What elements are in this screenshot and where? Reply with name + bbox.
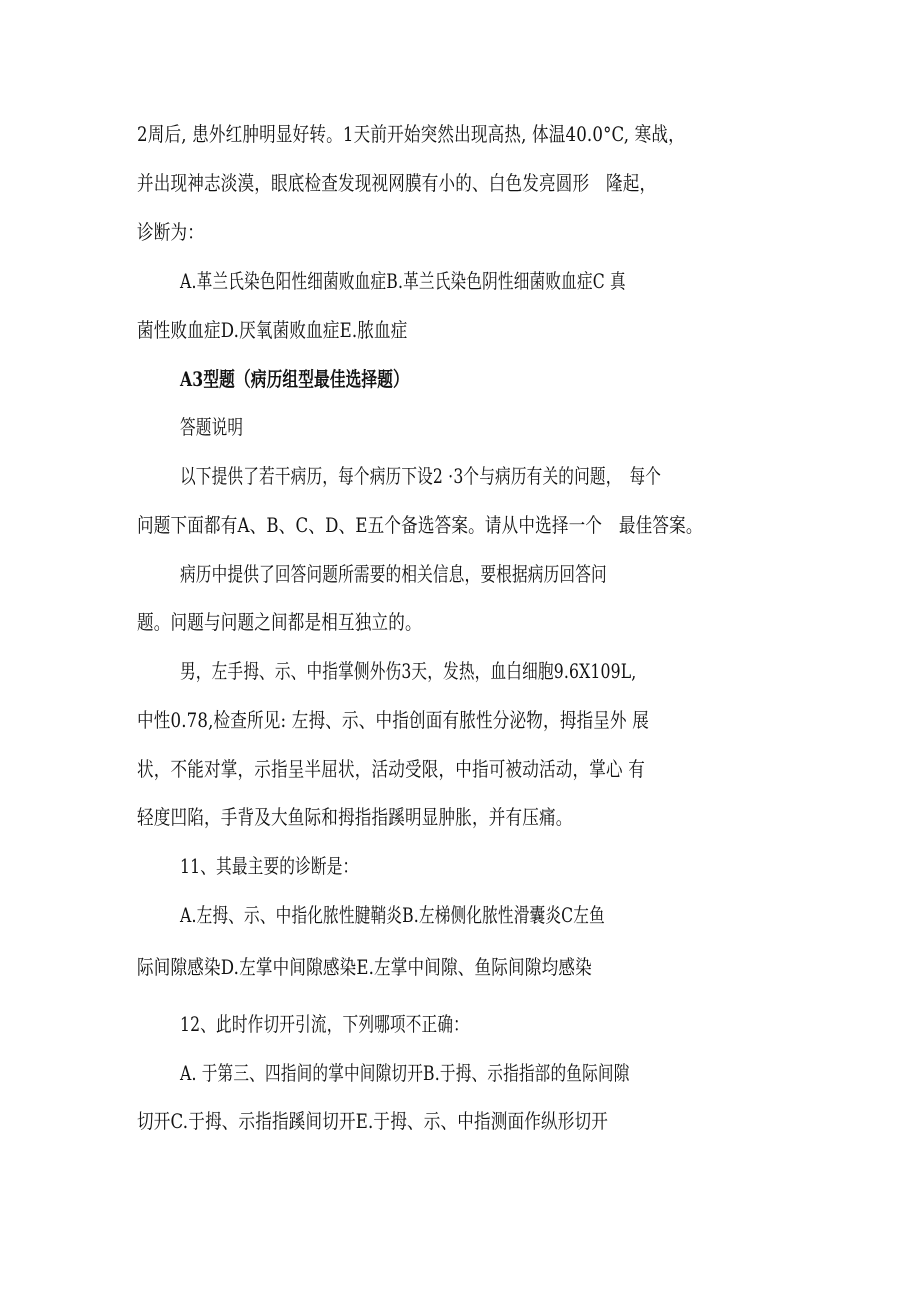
case-text: 中性0.78,检查所见: 左拇、示、中指创面有脓性分泌物，拇指呈外 展 (137, 708, 649, 732)
case-text: 男，左手拇、示、中指掌侧外伤3天，发热，血白细胞9.6X109L, (180, 659, 637, 683)
question: 12、此时作切开引流，下列哪项不正确： (180, 1012, 469, 1036)
answer-options: A.左拇、示、中指化脓性腱鞘炎B.左梯侧化脓性滑囊炎C左鱼 (180, 903, 605, 927)
text-line: 问题下面都有A、B、C、D、E五个备选答案。请从中选择一个 最佳答案。 (137, 513, 703, 537)
answer-options: A. 于第三、四指间的掌中间隙切开B.于拇、示指指部的鱼际间隙 (180, 1061, 630, 1085)
text-line: 并出现神志淡漠，眼底检查发现视网膜有小的、白色发亮圆形 隆起， (137, 171, 657, 195)
section-heading: A3型题（病历组型最佳选择题） (180, 367, 409, 391)
text-line: 诊断为： (137, 220, 205, 244)
answer-options: 切开C.于拇、示指指蹊间切开E.于拇、示、中指测面作纵形切开 (137, 1109, 608, 1133)
answer-options: 菌性败血症D.厌氧菌败血症E.脓血症 (137, 318, 408, 342)
subheading: 答题说明 (180, 415, 244, 439)
text-line: 病历中提供了回答问题所需要的相关信息，要根据病历回答问 (180, 562, 607, 586)
case-text: 状，不能对掌，示指呈半屈状，活动受限，中指可被动活动，掌心 有 (137, 757, 645, 781)
text-line: 2周后, 患外红肿明显好转。1天前开始突然出现高热, 体温40.0°C, 寒战， (137, 122, 685, 146)
answer-options: 际间隙感染D.左掌中间隙感染E.左掌中间隙、鱼际间隙均感染 (137, 955, 592, 979)
answer-options: A.革兰氏染色阳性细菌败血症B.革兰氏染色阴性细菌败血症C 真 (180, 269, 626, 293)
question: 11、其最主要的诊断是： (180, 854, 359, 878)
case-text: 轻度凹陷，手背及大鱼际和拇指指蹊明显肿胀，并有压痛。 (137, 805, 573, 829)
text-line: 以下提供了若干病历，每个病历下设2 ·3个与病历有关的问题， 每个 (180, 464, 662, 488)
text-line: 题。问题与问题之间都是相互独立的。 (137, 610, 422, 634)
